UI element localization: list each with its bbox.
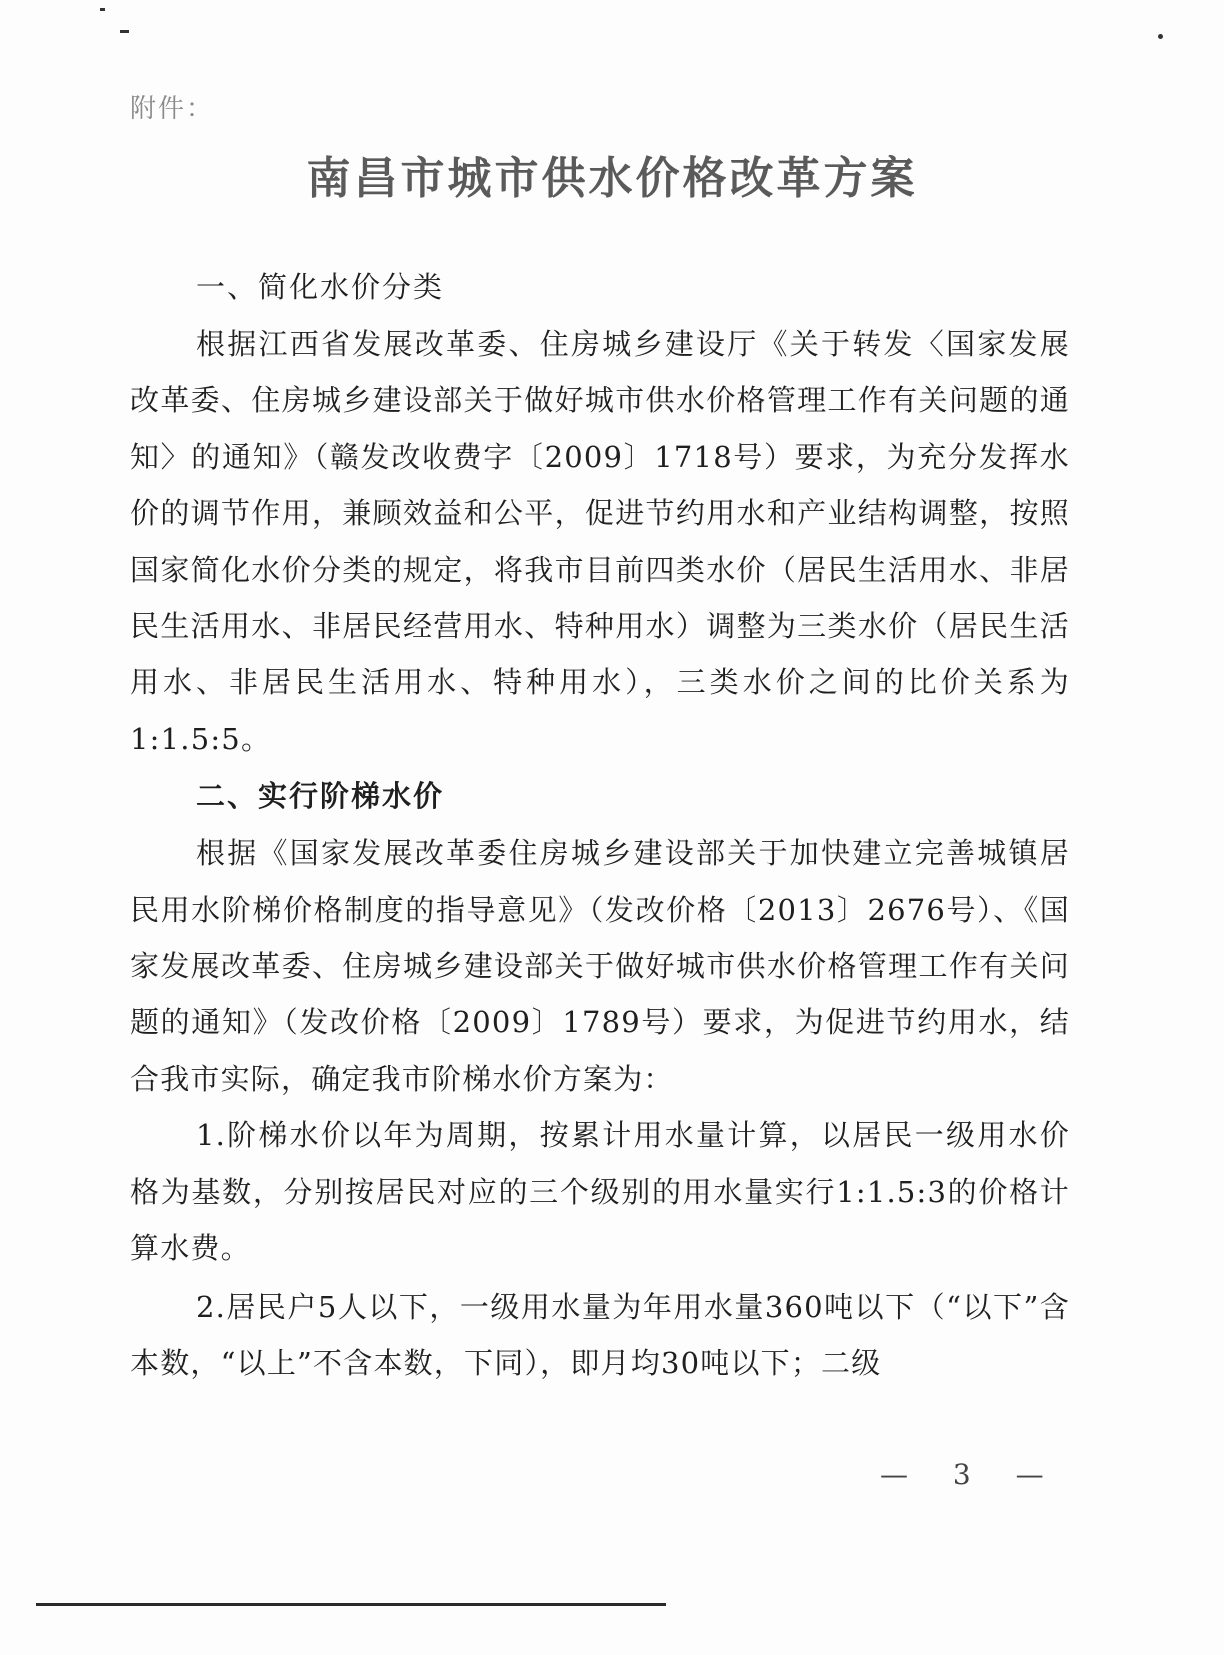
scan-speck (100, 8, 105, 11)
section-heading-simplify-water-price: 一、简化水价分类 (196, 270, 445, 304)
section2-item-1: 1.阶梯水价以年为周期，按累计用水量计算，以居民一级用水价格为基数，分别按居民对应的三个级别的用水量实行1:1.5:3的价格计算水费。 (130, 1118, 1070, 1266)
section-heading-tiered-water-price: 二、实行阶梯水价 (196, 779, 445, 814)
attachment-label: 附件： (130, 94, 215, 124)
scan-speck (120, 30, 129, 33)
section2-paragraph: 根据《国家发展改革委住房城乡建设部关于加快建立完善城镇居民用水阶梯价格制度的指导意见》（发改价格〔2013〕2676号）、《国家发展改革委、住房城乡建设部关于做好城市供水价格管理工作有关问题的通知》（发改价格〔2009〕1789号）要求，为促进节约用水，结合我市实际，确定我市阶梯水价方案为： (130, 836, 1070, 1096)
document-title: 南昌市城市供水价格改革方案 (306, 153, 918, 204)
document-body (130, 258, 1070, 1391)
section1-paragraph: 根据江西省发展改革委、住房城乡建设厅《关于转发〈国家发展改革委、住房城乡建设部关于做好城市供水价格管理工作有关问题的通知〉的通知》（赣发改收费字〔2009〕1718号）要求，为充分发挥水价的调节作用，兼顾效益和公平，促进节约用水和产业结构调整，按照国家简化水价分类的规定，将我市目前四类水价（居民生活用水、非居民生活用水、非居民经营用水、特种用水）调整为三类水价（居民生活用水、非居民生活用水、特种用水），三类水价之间的比价关系为1:1.5:5。 (130, 327, 1070, 756)
scan-speck (1158, 34, 1163, 39)
page-number: — 3 — (880, 1458, 1062, 1491)
scan-edge-line (36, 1603, 666, 1606)
section2-item-2: 2.居民户5人以下，一级用水量为年用水量360吨以下（“以下”含本数，“以上”不含本数，下同），即月均30吨以下；二级 (130, 1289, 1070, 1380)
